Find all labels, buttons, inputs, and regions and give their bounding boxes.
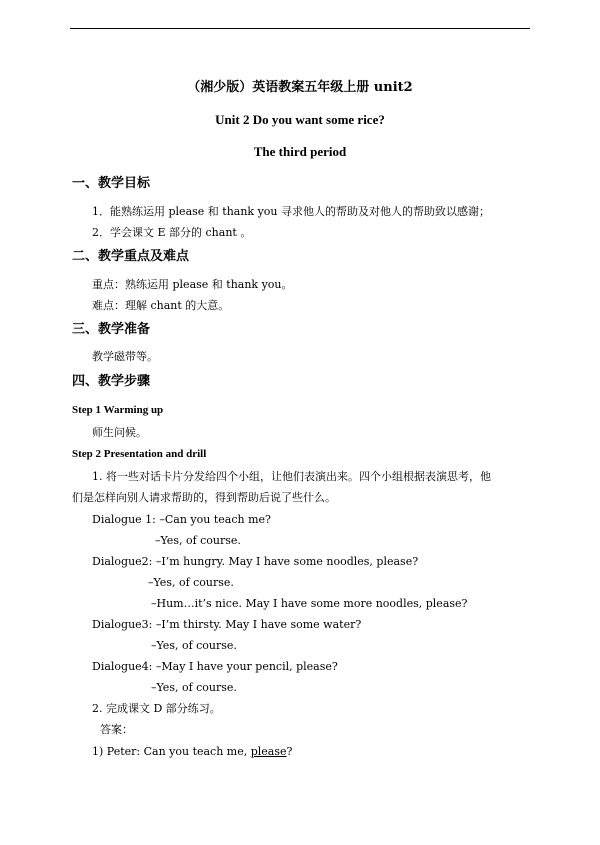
dialogue-line: –Yes, of course.	[155, 534, 241, 547]
preparation-item: 教学磁带等。	[92, 350, 158, 363]
dialogue-line: –Yes, of course.	[148, 576, 234, 589]
dialogue-line: –Yes, of course.	[151, 681, 237, 694]
dialogue-line: –Yes, of course.	[151, 639, 237, 652]
answer-suffix: ?	[286, 745, 293, 758]
dialogue-line: –Hum…it’s nice. May I have some more noodles, please?	[151, 597, 468, 610]
answer-line	[92, 745, 292, 758]
objective-item: 1．能熟练运用 please 和 thank you 寻求他人的帮助及对他人的帮助致以感谢；	[92, 205, 490, 218]
doc-title: （湘少版）英语教案五年级上册 unit2	[187, 80, 413, 95]
objective-item: 2．学会课文 E 部分的 chant 。	[92, 226, 252, 239]
answer-blank: please	[250, 745, 287, 758]
top-rule	[70, 28, 530, 29]
doc-subtitle: Unit 2 Do you want some rice?	[215, 112, 385, 127]
answer-prefix: 1) Peter: Can you teach me,	[92, 745, 251, 758]
key-point-item: 重点：熟练运用 please 和 thank you。	[92, 278, 293, 291]
step1-text: 师生问候。	[92, 426, 147, 439]
key-point-item: 难点：理解 chant 的大意。	[92, 299, 230, 312]
section-heading-preparation: 三、教学准备	[72, 322, 151, 337]
step2-paragraph-cont: 们是怎样向别人请求帮助的，得到帮助后说了些什么。	[72, 491, 336, 504]
section-heading-objectives: 一、教学目标	[72, 176, 151, 191]
dialogue-line: Dialogue 1: –Can you teach me?	[92, 513, 271, 526]
dialogue-line: Dialogue4: –May I have your pencil, please?	[92, 660, 338, 673]
dialogue-line: Dialogue3: –I’m thirsty. May I have some water?	[92, 618, 362, 631]
step2-paragraph: 1. 将一些对话卡片分发给四个小组，让他们表演出来。四个小组根据表演思考，他	[92, 470, 491, 483]
dialogue-line: Dialogue2: –I’m hungry. May I have some noodles, please?	[92, 555, 419, 568]
answer-label: 答案：	[100, 723, 133, 736]
section-heading-key-points: 二、教学重点及难点	[72, 249, 190, 264]
section-heading-steps: 四、教学步骤	[72, 374, 151, 389]
step1-title: Step 1 Warming up	[72, 404, 164, 416]
doc-period: The third period	[253, 144, 347, 159]
step2-title: Step 2 Presentation and drill	[72, 448, 207, 460]
exercise-item: 2. 完成课文 D 部分练习。	[92, 702, 221, 715]
